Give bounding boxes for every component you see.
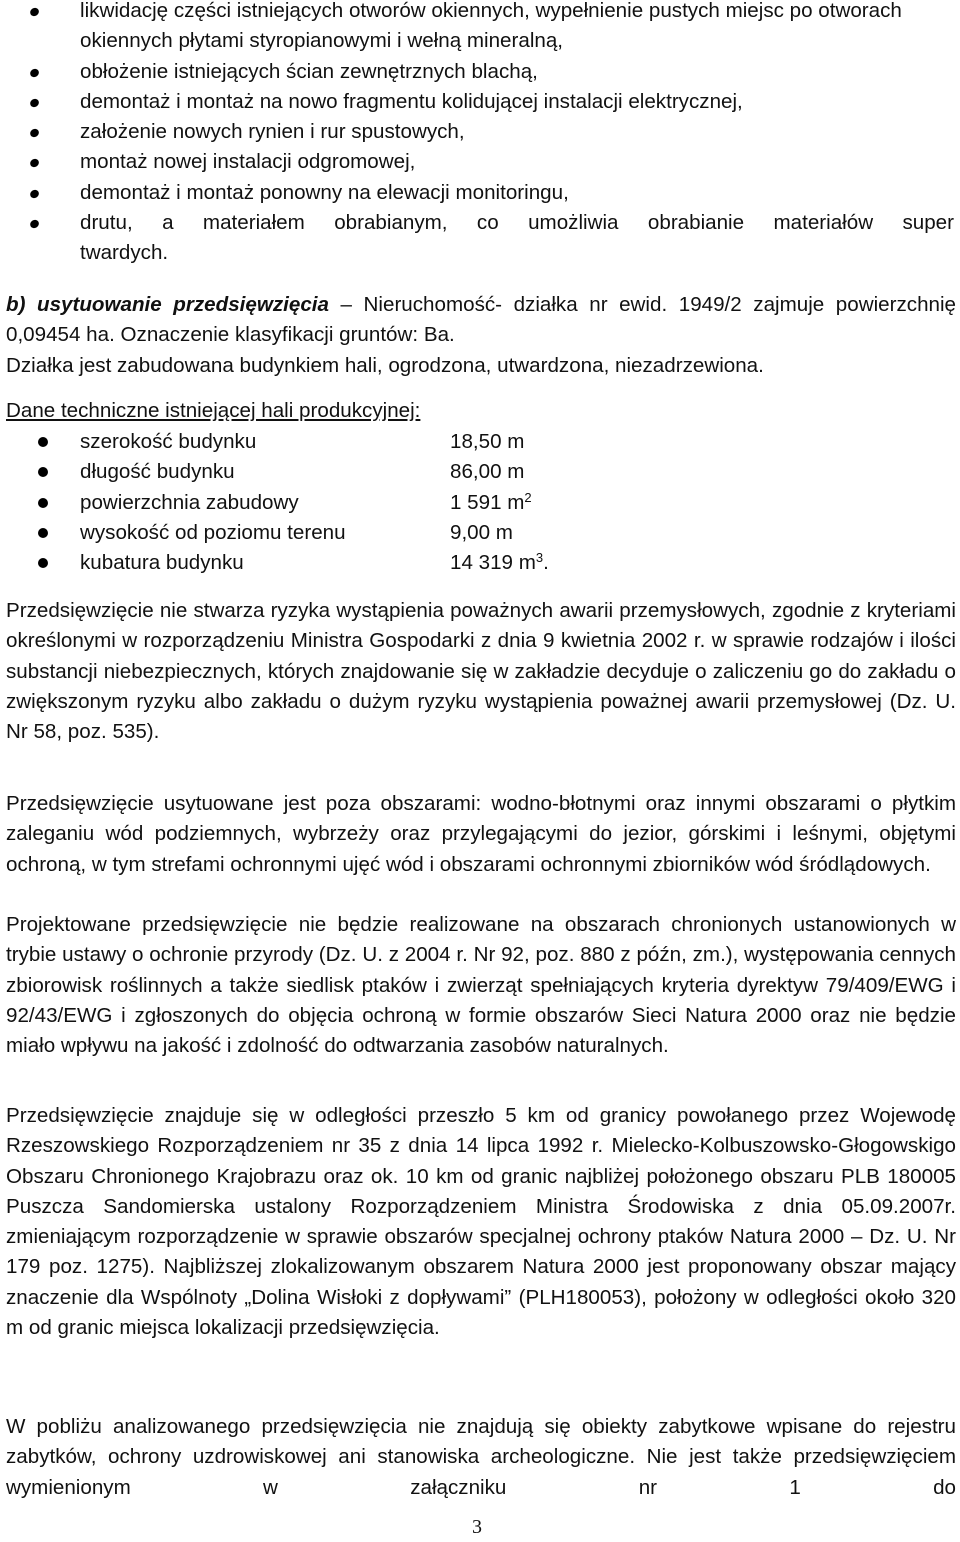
bullet-icon — [29, 218, 41, 230]
tech-value: 18,50 m — [450, 430, 525, 453]
tech-row — [0, 488, 960, 518]
tech-label: długość budynku — [80, 460, 235, 484]
natura-paragraph: Przedsięwzięcie znajduje się w odległości przeszło 5 km od granicy powołanego przez Wojewodę Rzeszowskiego Rozporządzeniem nr 35 z dnia 14 lipca 1992 r. Mielecko-Kolbuszowsko-Głogowskigo Obszaru Chronionego Krajobrazu oraz ok. 10 km od granic najbliżej położonego obszaru PLB 180005 Puszcza Sandomierska ustalony Rozporządzeniem Ministra Środowiska z dnia 05.09.2007r. zmieniającym rozporządzenie w sprawie obszarów specjalnej ochrony ptaków Natura 2000 – Dz. U. Nr 179 poz. 1275). Najbliższej zlokalizowanym obszarem Natura 2000 jest proponowany obszar mający znaczenie dla Wspólnoty „Dolina Wisłoki z dopływami” (PLH180053), położony w odległości około 320 m od granic miejsca lokalizacji przedsięwzięcia. — [6, 1104, 956, 1340]
tech-row — [0, 457, 960, 487]
risk-paragraph: Przedsięwzięcie nie stwarza ryzyka wystąpienia poważnych awarii przemysłowych, zgodnie z kryteriami określonymi w rozporządzeniu Ministra Gospodarki z dnia 9 kwietnia 2002 r. w sprawie rodzajów i ilości substancji niebezpiecznych, których znajdowanie się w zakładzie decyduje o zaliczeniu go do zakładu o zwiększonym ryzyku albo zakładu o dużym ryzyku wystąpienia poważnej awarii przemysłowej (Dz. U. Nr 58, poz. 535). — [6, 599, 956, 744]
protected-areas-paragraph: Projektowane przedsięwzięcie nie będzie realizowane na obszarach chronionych ustanowionych w trybie ustawy o ochronie przyrody (Dz. U. z 2004 r. Nr 92, poz. 880 z późn, zm.), występowania cennych zbiorowisk roślinnych a także siedlisk ptaków i zwierząt spełniających kryteria dyrektyw 79/409/EWG i 92/43/EWG i zgłoszonych do objęcia ochroną w formie obszarów Sieci Natura 2000 oraz nie będzie miało wpływu na jakość i zdolność do odtwarzania zasobów naturalnych. — [6, 913, 956, 1058]
list-item — [0, 57, 960, 87]
superscript: 2 — [524, 489, 532, 505]
page-number: 3 — [472, 1516, 482, 1538]
tech-value: 86,00 m — [450, 460, 525, 484]
tech-label: wysokość od poziomu terenu — [80, 520, 346, 544]
list-item — [0, 87, 960, 117]
tech-row — [0, 518, 960, 548]
monuments-paragraph: W pobliżu analizowanego przedsięwzięcia nie znajdują się obiekty zabytkowe wpisane do rejestru zabytków, ochrony uzdrowiskowej ani stanowiska archeologiczne. Nie jest także przedsięwzięciem wymienionym w załączniku nr 1 do — [6, 1415, 956, 1499]
bullet-icon — [38, 437, 48, 447]
list-item-text: obłożenie istniejących ścian zewnętrznych blachą, — [80, 59, 538, 83]
tech-row — [0, 548, 960, 578]
tech-heading-text: Dane techniczne istniejącej hali produkcyjnej: — [6, 399, 421, 422]
bullet-icon — [38, 558, 48, 568]
list-item — [0, 178, 960, 208]
list-item-text: drutu, a materiałem obrabianym, co umożliwia obrabianie materiałów super — [80, 211, 954, 235]
works-list — [0, 0, 960, 269]
bullet-icon — [29, 127, 41, 139]
tech-label: powierzchnia zabudowy — [80, 490, 299, 514]
site-location-section — [6, 290, 956, 351]
list-item — [0, 208, 960, 269]
list-item-text-continued: twardych. — [80, 241, 169, 265]
superscript: 3 — [535, 550, 544, 566]
bullet-icon — [38, 467, 48, 477]
section-text: – Nieruchomość- działka nr ewid. 1949/2 zajmuje powierzchnię 0,09454 ha. Oznaczenie klasyfikacji gruntów: Ba. — [6, 293, 957, 347]
bullet-icon — [38, 498, 48, 508]
site-description: Działka jest zabudowana budynkiem hali, ogrodzona, utwardzona, niezadrzewiona. — [6, 354, 764, 377]
bullet-icon — [29, 6, 41, 18]
tech-label: szerokość budynku — [80, 430, 257, 453]
list-item-text: likwidację części istniejących otworów okiennych, wypełnienie pustych miejsc po otworach okiennych płytami styropianowymi i wełną mineralną, — [80, 0, 902, 53]
bullet-icon — [29, 67, 41, 79]
tech-value: 14 319 $m^3$. — [450, 550, 549, 575]
areas-paragraph: Przedsięwzięcie usytuowane jest poza obszarami: wodno-błotnymi oraz innymi obszarami o płytkim zaleganiu wód podziemnych, wybrzeży oraz przylegającymi do jezior, górskimi i leśnymi, objętymi ochroną, w tym strefami ochronnymi ujęć wód i obszarami ochronnymi zbiorników wód śródlądowych. — [6, 792, 956, 876]
tech-row — [0, 427, 960, 457]
bullet-icon — [29, 188, 41, 200]
section-heading: b) usytuowanie przedsięwzięcia — [6, 293, 329, 316]
tech-value: 1 591 $m^2$ — [450, 489, 532, 514]
bullet-icon — [38, 528, 48, 538]
bullet-icon — [29, 97, 41, 109]
list-item — [0, 117, 960, 147]
list-item — [0, 147, 960, 177]
list-item-text: montaż nowej instalacji odgromowej, — [80, 150, 416, 174]
list-item — [0, 0, 960, 57]
list-item-text: założenie nowych rynien i rur spustowych, — [80, 120, 465, 144]
list-item-text: demontaż i montaż na nowo fragmentu kolidującej instalacji elektrycznej, — [80, 89, 743, 113]
tech-value: 9,00 m — [450, 520, 513, 544]
tech-data-heading — [6, 396, 956, 426]
tech-data-list — [0, 427, 960, 578]
list-item-text: demontaż i montaż ponowny na elewacji monitoringu, — [80, 180, 569, 204]
bullet-icon — [29, 158, 41, 170]
tech-label: kubatura budynku — [80, 551, 244, 575]
